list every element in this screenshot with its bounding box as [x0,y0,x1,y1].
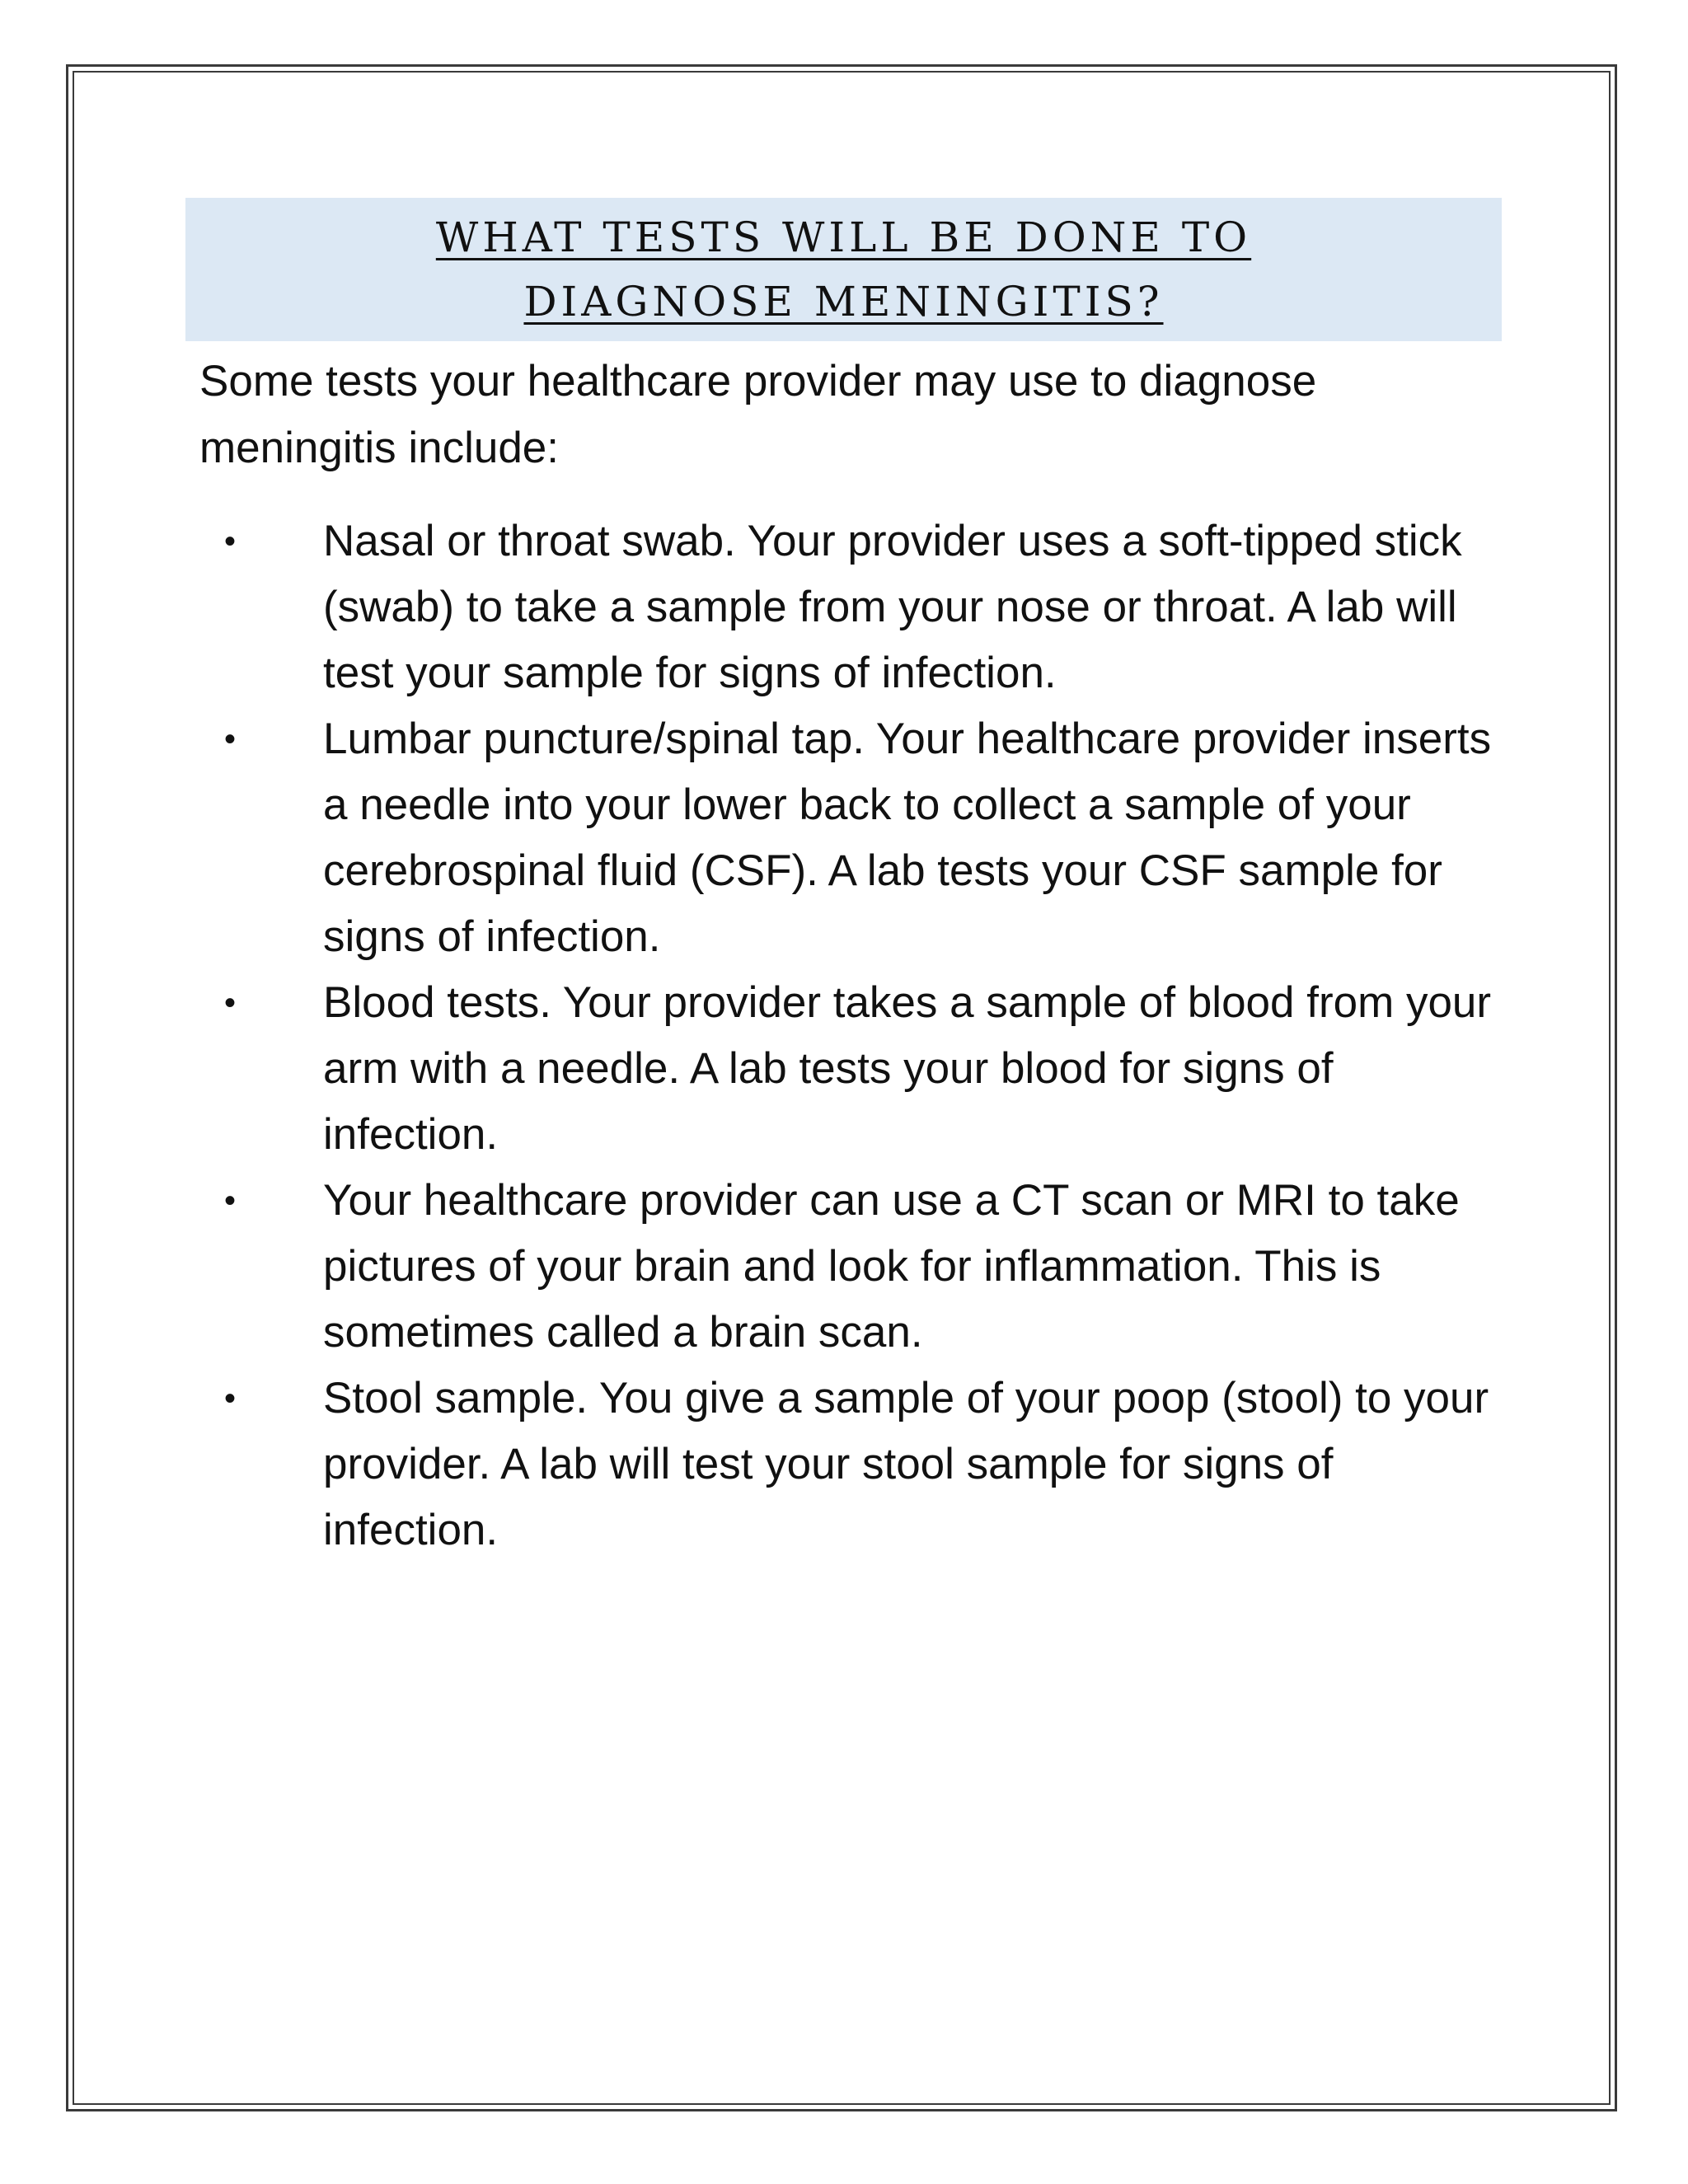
list-item-text: Your healthcare provider can use a CT scan or MRI to take pictures of your brain and look for inflammation. This is sometimes called a brain scan. [323,1176,1460,1357]
test-list [199,509,1518,1563]
list-item-text: Blood tests. Your provider takes a sample of blood from your arm with a needle. A lab tests your blood for signs of infection. [323,978,1492,1159]
bullet-icon: • [224,721,237,757]
list-item [199,706,1518,970]
list-item [199,970,1518,1168]
bullet-icon: • [224,1380,237,1417]
list-item-text: Lumbar puncture/spinal tap. Your healthcare provider inserts a needle into your lower back to collect a sample of your cerebrospinal fluid (CSF). A lab tests your CSF sample for signs of infection. [323,715,1492,961]
list-item [199,1366,1518,1563]
list-item [199,1168,1518,1366]
bullet-icon: • [224,985,237,1021]
page-title: WHAT TESTS WILL BE DONE TO DIAGNOSE MENINGITIS? [435,213,1252,326]
bullet-icon: • [224,1183,237,1219]
intro-paragraph: Some tests your healthcare provider may use to diagnose meningitis include: [199,357,1317,472]
list-item [199,509,1518,706]
bullet-icon: • [224,523,237,560]
list-item-text: Stool sample. You give a sample of your poop (stool) to your provider. A lab will test your stool sample for signs of infection. [323,1374,1489,1554]
list-item-text: Nasal or throat swab. Your provider uses a soft-tipped stick (swab) to take a sample from your nose or throat. A lab will test your sample for signs of infection. [323,517,1462,697]
heading-banner [185,198,1502,341]
